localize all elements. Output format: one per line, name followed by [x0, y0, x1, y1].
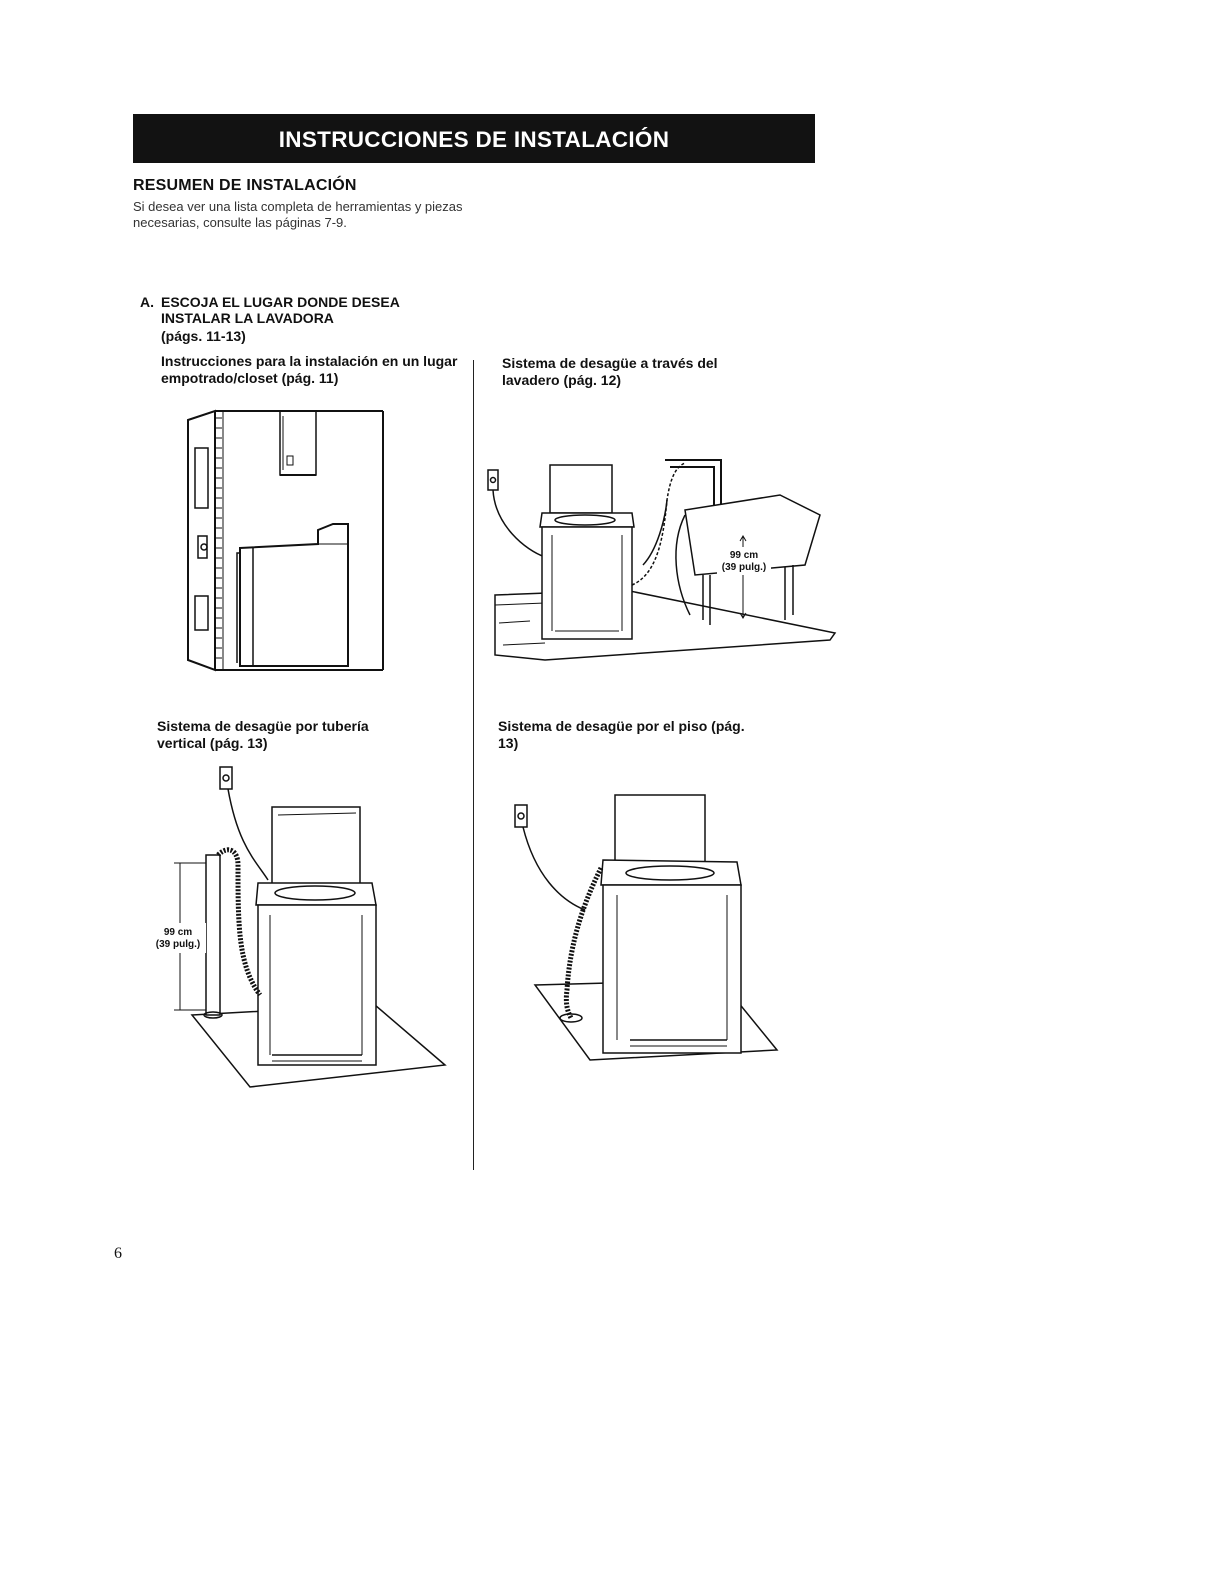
laundry-tub-illustration	[485, 455, 840, 670]
floor-drain-illustration	[505, 790, 780, 1080]
standpipe-illustration	[150, 765, 450, 1095]
summary-heading: RESUMEN DE INSTALACIÓN	[133, 177, 357, 194]
laundry-tub-height-cm: 99 cm	[729, 550, 759, 561]
page-number: 6	[114, 1245, 122, 1262]
closet-installation-illustration	[185, 408, 390, 673]
caption-laundry-tub: Sistema de desagüe a través del lavadero (pág. 12)	[502, 355, 718, 388]
caption-floor-drain: Sistema de desagüe por el piso (pág. 13)	[498, 718, 745, 751]
standpipe-height-in: (39 pulg.)	[155, 939, 201, 950]
caption-standpipe: Sistema de desagüe por tubería vertical (pág. 13)	[157, 718, 369, 751]
step-a-title: ESCOJA EL LUGAR DONDE DESEA INSTALAR LA LAVADORA	[161, 294, 400, 326]
summary-text: Si desea ver una lista completa de herramientas y piezas necesarias, consulte las páginas 7-9.	[133, 199, 463, 230]
standpipe-height-cm: 99 cm	[163, 927, 193, 938]
caption-recessed-closet: Instrucciones para la instalación en un lugar empotrado/closet (pág. 11)	[161, 353, 458, 386]
step-a-label: A.	[140, 294, 154, 310]
column-divider	[473, 360, 474, 1170]
step-a-pages: (págs. 11-13)	[161, 328, 246, 344]
laundry-tub-height-in: (39 pulg.)	[721, 562, 767, 573]
page-title-banner: INSTRUCCIONES DE INSTALACIÓN	[133, 114, 815, 163]
